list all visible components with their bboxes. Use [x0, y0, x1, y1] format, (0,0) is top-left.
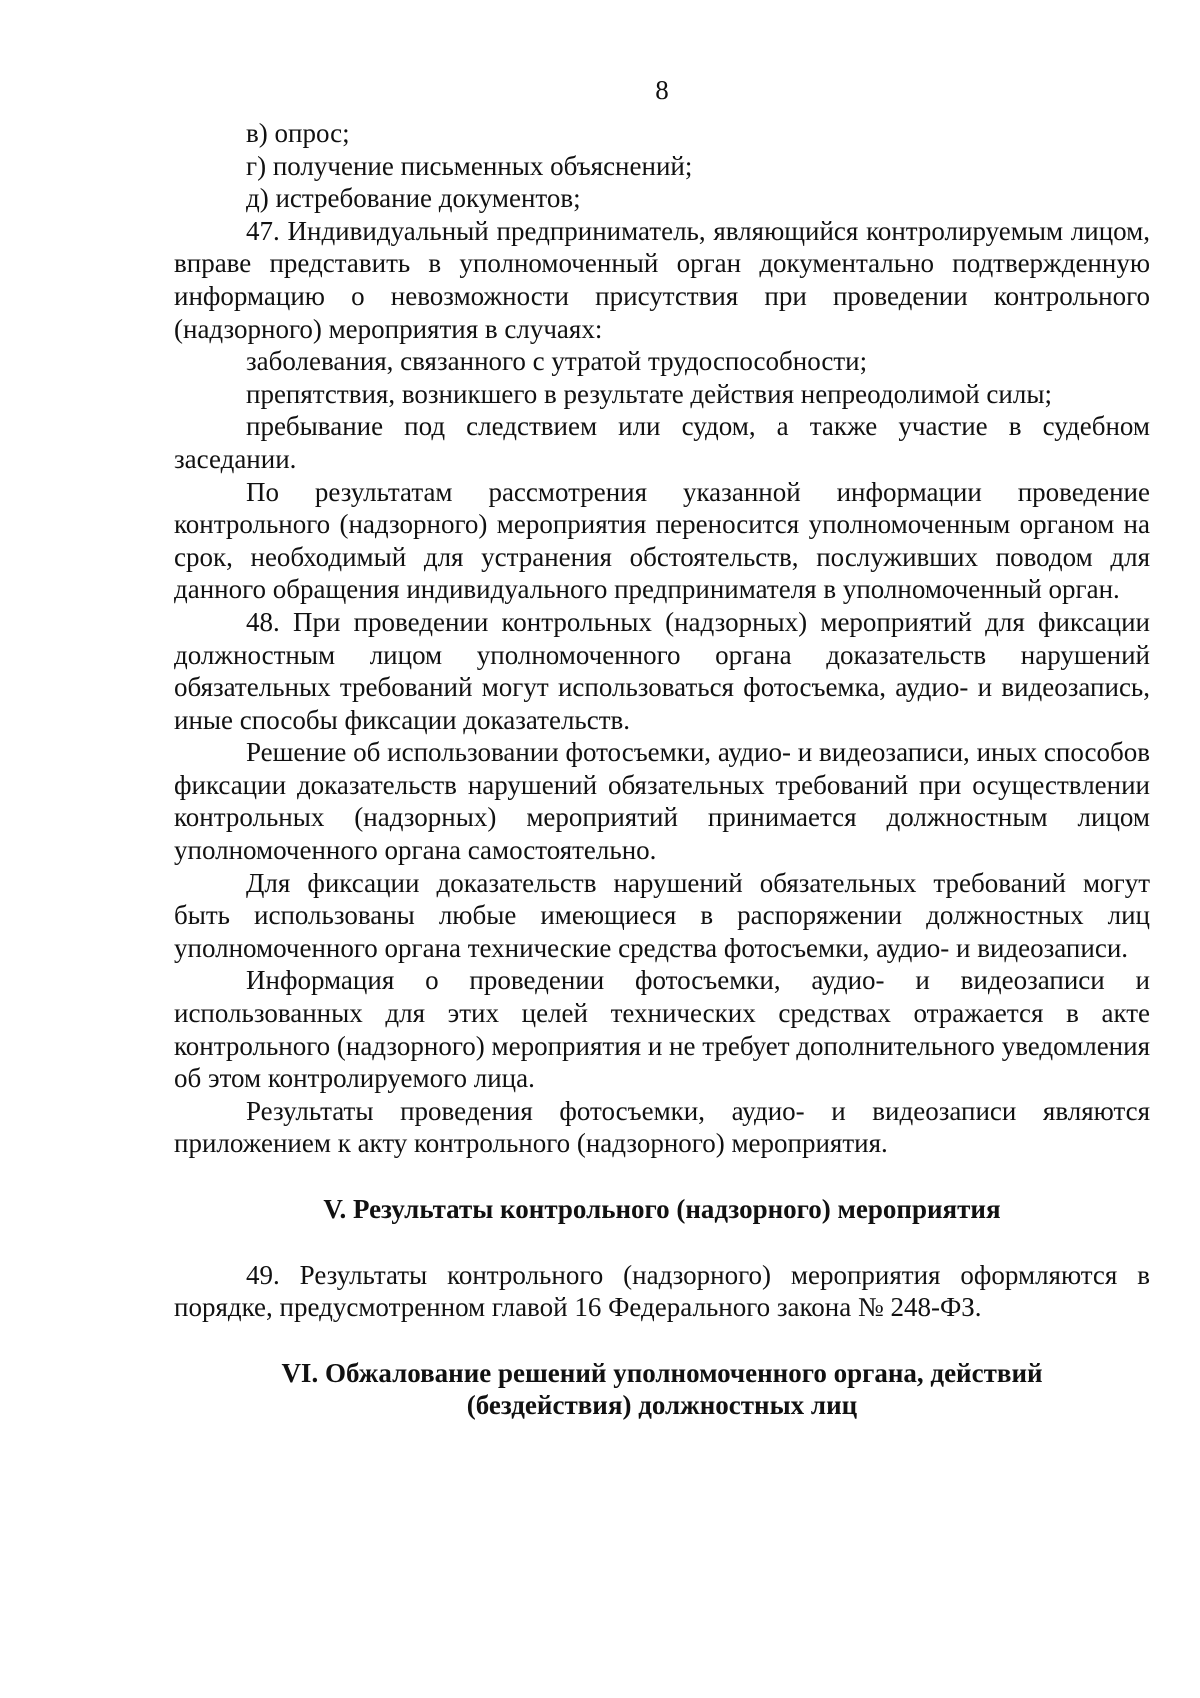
section-6-title-line-2: (бездействия) должностных лиц [466, 1390, 858, 1421]
page-number: 8 [655, 75, 669, 105]
paragraph-48-means: Для фиксации доказательств нарушений обязательных требований могут быть использованы любые имеющиеся в распоряжении должностных лиц уполномоченного органа технические средства фотосъемки, аудио- и видеозаписи. [174, 867, 1150, 963]
paragraph-47-case-force-majeure: препятствия, возникшего в результате действия непреодолимой силы; [246, 378, 1052, 409]
list-item-explanations: г) получение письменных объяснений; [246, 150, 693, 181]
document-body [174, 117, 1150, 1422]
list-item-opros: в) опрос; [246, 118, 350, 148]
paragraph-47: 47. Индивидуальный предприниматель, являющийся контролируемым лицом, вправе представить в уполномоченный орган документально подтвержденную информацию о невозможности присутствия при проведении контрольного (надзорного) мероприятия в случаях: [174, 215, 1150, 344]
paragraph-47-result: По результатам рассмотрения указанной информации проведение контрольного (надзорного) мероприятия переносится уполномоченным органом на срок, необходимый для устранения обстоятельств, послуживших поводом для данного обращения индивидуального предпринимателя в уполномоченный орган. [174, 476, 1150, 605]
paragraph-47-case-investigation: пребывание под следствием или судом, а также участие в судебном заседании. [174, 411, 1150, 474]
paragraph-48-decision: Решение об использовании фотосъемки, аудио- и видеозаписи, иных способов фиксации доказательств нарушений обязательных требований при осуществлении контрольных (надзорных) мероприятий принимается должностным лицом уполномоченного органа самостоятельно. [174, 737, 1150, 866]
paragraph-49: 49. Результаты контрольного (надзорного) мероприятия оформляются в порядке, предусмотренном главой 16 Федерального закона № 248-ФЗ. [174, 1259, 1150, 1323]
list-item-documents: д) истребование документов; [246, 183, 581, 214]
section-5-title: V. Результаты контрольного (надзорного) мероприятия [323, 1194, 1001, 1224]
section-6-title-line-1: VI. Обжалование решений уполномоченного органа, действий [281, 1357, 1043, 1388]
paragraph-48-info: Информация о проведении фотосъемки, аудио- и видеозаписи и использованных для этих целей технических средствах отражается в акте контрольного (надзорного) мероприятия и не требует дополнительного уведомления об этом контролируемого лица. [174, 965, 1150, 1094]
paragraph-47-case-illness: заболевания, связанного с утратой трудоспособности; [246, 346, 868, 377]
paragraph-48: 48. При проведении контрольных (надзорных) мероприятий для фиксации должностным лицом уполномоченного органа доказательств нарушений обязательных требований могут использоваться фотосъемка, аудио- и видеозапись, иные способы фиксации доказательств. [174, 606, 1150, 735]
paragraph-48-results: Результаты проведения фотосъемки, аудио- и видеозаписи являются приложением к акту контрольного (надзорного) мероприятия. [174, 1095, 1150, 1159]
